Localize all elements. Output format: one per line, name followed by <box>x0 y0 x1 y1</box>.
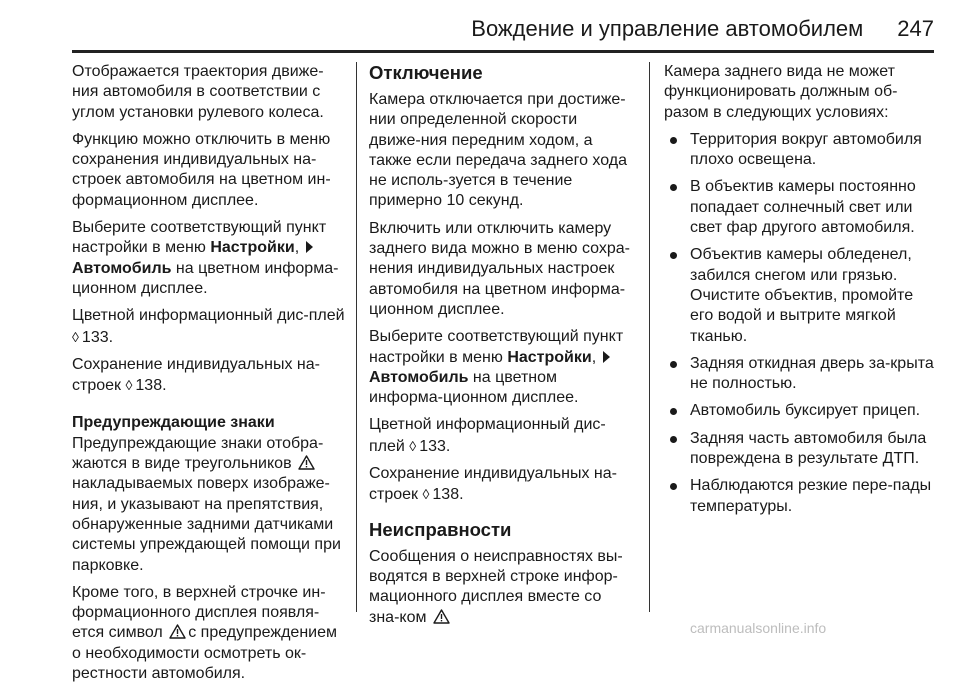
arrow-right-icon <box>603 351 610 363</box>
paragraph: Камера отключается при достиже-нии определенной скорости движе-ния передним ходом, а также если передача заднего хода не исполь-зуется в течение примерно 10 секунд. <box>369 91 628 210</box>
paragraph <box>369 415 631 457</box>
text: Выберите соответствующий пункт настройки в меню <box>369 328 624 366</box>
page-header <box>72 10 934 48</box>
bullet-icon <box>670 184 677 191</box>
list-item-text: Автомобиль буксирует прицеп. <box>690 402 921 420</box>
paragraph: Функцию можно отключить в меню сохранения индивидуальных на-строек автомобиля на цветном ин-формационном дисплее. <box>72 130 331 209</box>
text: Предупреждающие знаки отобра-жаются в виде треугольников <box>72 434 324 473</box>
page-number: 247 <box>897 16 934 41</box>
paragraph <box>369 547 631 628</box>
paragraph <box>72 306 348 348</box>
paragraph <box>369 464 631 506</box>
page-ref[interactable]: 138. <box>432 486 464 504</box>
text: Сохранение индивидуальных на-строек <box>369 465 617 504</box>
text: с предупреждением о необходимости осмотреть ок-рестности автомобиля. <box>72 624 337 683</box>
list-item <box>664 354 934 395</box>
list-item-text: Задняя часть автомобиля была повреждена в результате ДТП. <box>690 429 927 468</box>
list-item <box>664 245 934 346</box>
text: Кроме того, в верхней строчке ин-формационного дисплея появля-ется символ <box>72 583 326 642</box>
list-item-text: В объектив камеры постоянно попадает солнечный свет или свет фар другого автомобиля. <box>690 178 916 237</box>
menu-name: Настройки <box>210 239 295 257</box>
page-ref-icon: ◊ <box>72 328 79 345</box>
paragraph: Выберите соответствующий пункт настройки в меню Настройки, Автомобиль на цветном информа-ционном дисплее. <box>72 219 339 297</box>
list-item <box>664 401 934 421</box>
text: Цветной информационный дис-плей <box>72 307 345 325</box>
section-heading: Неисправности <box>369 518 512 540</box>
list-item-text: Объектив камеры обледенел, забился снегом или грязью. Очистите объектив, промойте его водой и вытрите мягкой тканью. <box>690 246 914 345</box>
bullet-icon <box>670 436 677 443</box>
bullet-icon <box>670 361 677 368</box>
page-ref-icon: ◊ <box>125 377 133 394</box>
bullet-icon <box>670 137 677 144</box>
condition-list <box>664 130 934 517</box>
paragraph <box>72 355 348 397</box>
paragraph: Отображается траектория движе-ния автомобиля в соответствии с углом установки рулевого колеса. <box>72 63 324 121</box>
paragraph: Включить или отключить камеру заднего вида можно в меню сохра-нения индивидуальных настроек автомобиля на цветном информа-ционном дисплее. <box>369 219 630 318</box>
menu-name: Автомобиль <box>72 259 172 277</box>
list-item-text: Территория вокруг автомобиля плохо освещена. <box>690 130 922 169</box>
page-ref-icon: ◊ <box>422 486 430 503</box>
column-middle <box>369 62 631 635</box>
list-item <box>664 429 934 470</box>
page-ref-icon: ◊ <box>409 437 417 454</box>
section-heading: Отключение <box>369 62 483 83</box>
column-left <box>72 62 348 691</box>
menu-name: Автомобиль <box>369 368 469 386</box>
paragraph: Камера заднего вида не может функционировать должным об-разом в следующих условиях: <box>664 63 898 121</box>
header-rule <box>72 50 934 53</box>
list-item-text: Наблюдаются резкие пере-пады температуры. <box>690 477 932 515</box>
paragraph: Выберите соответствующий пункт настройки в меню Настройки, Автомобиль на цветном информа-ционном дисплее. <box>369 328 624 407</box>
column-divider <box>649 62 650 612</box>
text: на цветном информа-ционном дисплее. <box>72 259 339 297</box>
column-right <box>664 62 934 524</box>
text: на цветном информа-ционном дисплее. <box>369 368 579 407</box>
paragraph <box>72 583 348 684</box>
text: Выберите соответствующий пункт настройки в меню <box>72 219 327 257</box>
list-item-text: Задняя откидная дверь за-крыта не полностью. <box>690 354 934 393</box>
header-title: Вождение и управление автомобилем <box>471 16 864 41</box>
text: Цветной информационный дис-плей <box>369 416 606 455</box>
page-ref[interactable]: 133. <box>419 437 451 455</box>
bullet-icon <box>670 483 677 490</box>
bullet-icon <box>670 252 677 259</box>
arrow-right-icon <box>306 241 313 253</box>
watermark: carmanualsonline.info <box>690 620 827 636</box>
page-ref[interactable]: 133. <box>81 328 114 346</box>
page-ref[interactable]: 138. <box>135 377 167 395</box>
warning-triangle-icon <box>298 455 315 470</box>
warning-triangle-icon <box>169 624 186 639</box>
column-divider <box>356 62 357 612</box>
paragraph <box>72 434 348 576</box>
text: Сообщения о неисправностях вы-водятся в верхней строке инфор-мационного дисплея вместе со зна-ком <box>369 547 623 626</box>
text: накладываемых поверх изображе-ния, и указывают на препятствия, обнаруженные задними датчиками системы упреждающей помощи при парковке. <box>72 475 341 574</box>
list-item <box>664 476 934 517</box>
section-heading: Предупреждающие знаки <box>72 414 275 432</box>
bullet-icon <box>670 408 677 415</box>
warning-triangle-icon <box>433 609 450 624</box>
menu-name: Настройки <box>507 348 592 366</box>
text: Сохранение индивидуальных на-строек <box>72 355 320 395</box>
list-item <box>664 130 934 171</box>
list-item <box>664 177 934 238</box>
